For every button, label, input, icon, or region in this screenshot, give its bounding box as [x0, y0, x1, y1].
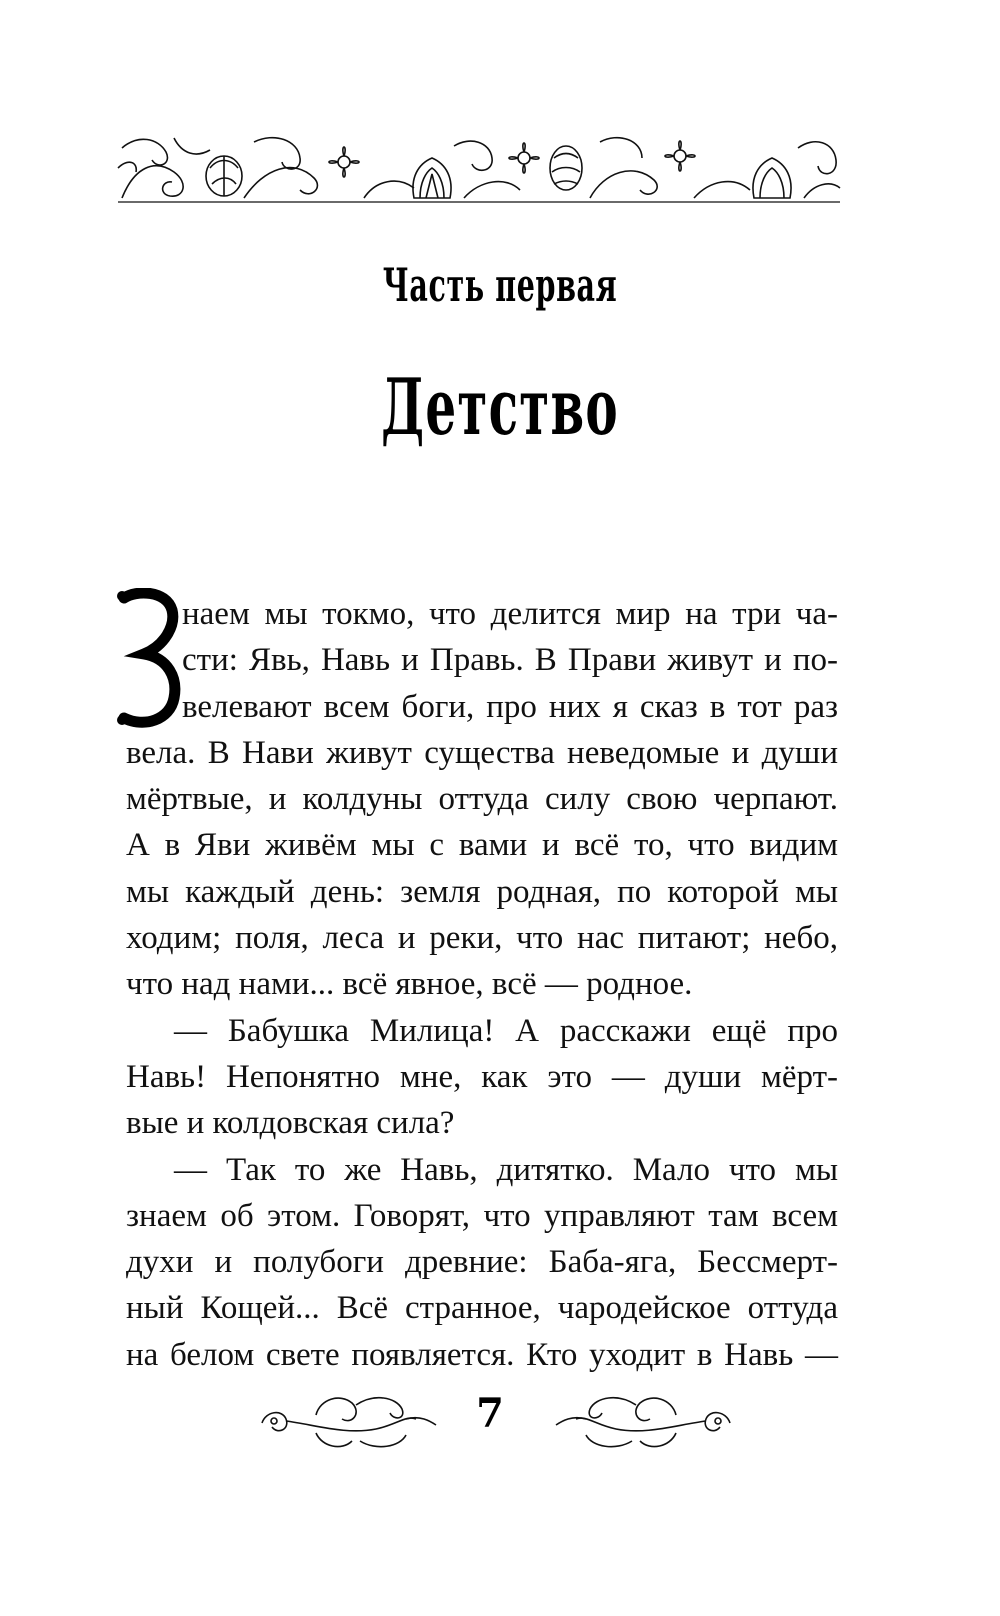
text-line: А в Яви живём мы с вами и всё то, что видим — [126, 827, 838, 864]
text-line: вела. В Нави живут существа неведомые и души — [126, 734, 838, 771]
text-line: мы каждый день: земля родная, по которой мы — [126, 873, 838, 910]
text-line: что над нами... всё явное, всё — родное. — [126, 966, 693, 1003]
text-line: духи и полубоги древние: Баба-яга, Бессмерт- — [126, 1244, 838, 1281]
part-title: Часть первая — [382, 258, 618, 312]
floral-ornament-band — [114, 128, 844, 206]
text-line: Навь! Непонятно мне, как это — души мёрт- — [126, 1058, 838, 1095]
text-line: ходим; поля, леса и реки, что нас питают; небо, — [126, 920, 838, 957]
chapter-title: Детство — [381, 362, 619, 453]
text-line: — Бабушка Милица! А расскажи ещё про — [174, 1012, 838, 1049]
text-line: вые и колдовская сила? — [126, 1105, 455, 1142]
text-line: сти: Явь, Навь и Правь. В Прави живут и по- — [182, 642, 838, 679]
body-text — [126, 591, 838, 1378]
scroll-ornament-left — [256, 1385, 441, 1455]
text-line: наем мы токмо, что делится мир на три ча- — [182, 596, 838, 632]
text-line: на белом свете появляется. Кто уходит в Навь — — [126, 1336, 838, 1373]
text-line: знаем об этом. Говорят, что управляют там всем — [126, 1197, 838, 1234]
text-line: ный Кощей... Всё странное, чародейское оттуда — [126, 1290, 838, 1327]
text-line: мёртвые, и колдуны оттуда силу свою черпают. — [126, 781, 838, 818]
page-number: 7 — [476, 1390, 504, 1437]
scroll-ornament-right — [551, 1385, 736, 1455]
text-line: велевают всем боги, про них я сказ в тот раз — [182, 688, 838, 725]
text-line: — Так то же Навь, дитятко. Мало что мы — [174, 1151, 838, 1188]
